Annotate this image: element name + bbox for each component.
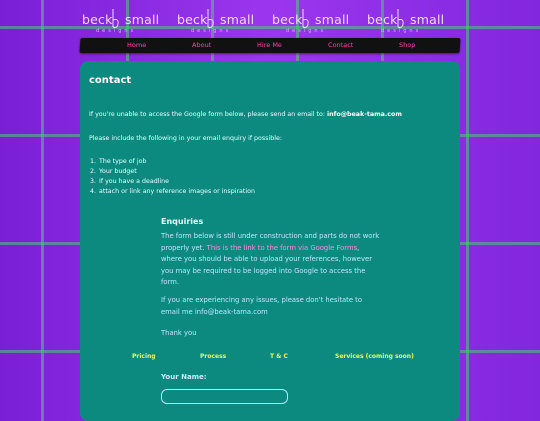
list-item: 4. attach or link any reference images or inspiration	[98, 187, 255, 197]
logo[interactable]	[270, 6, 365, 36]
logo-word-left: beck	[367, 12, 398, 27]
logo-word-right: small	[315, 12, 350, 27]
logo[interactable]	[365, 6, 460, 36]
logo-word-left: beck	[272, 12, 303, 27]
site-banner	[80, 6, 460, 36]
list-item: 3. If you have a deadline	[98, 177, 255, 187]
b-mark-icon	[205, 8, 215, 30]
issues-text: If you are experiencing any issues, please don't hesitate to email me info@beak-tama.com	[161, 296, 362, 316]
list-item: 1. The type of job	[98, 157, 255, 167]
enquiry-checklist	[89, 157, 255, 197]
nav-about[interactable]: About	[192, 41, 212, 49]
link-process[interactable]: Process	[200, 353, 227, 360]
main-nav	[79, 38, 460, 53]
form-notice	[161, 231, 381, 289]
logo-word-left: beck	[82, 12, 113, 27]
nav-contact[interactable]: Contact	[328, 41, 354, 49]
b-mark-icon	[110, 8, 120, 30]
b-mark-icon	[395, 8, 405, 30]
nav-shop[interactable]: Shop	[399, 41, 416, 49]
logo[interactable]	[175, 6, 270, 36]
google-forms-link[interactable]: This is the link to the form via Google Forms	[206, 243, 358, 252]
b-mark-icon	[300, 8, 310, 30]
logo-word-right: small	[410, 12, 445, 27]
logo-subtitle: designs	[381, 28, 422, 34]
thanks-text: Thank you	[161, 329, 197, 337]
nav-hire-me[interactable]: Hire Me	[257, 41, 282, 49]
enquiries-heading: Enquiries	[161, 217, 204, 226]
page-title: contact	[89, 75, 132, 86]
logo-subtitle: designs	[286, 28, 327, 34]
name-input[interactable]	[161, 389, 288, 404]
intro-text	[89, 111, 402, 118]
content-panel	[80, 61, 460, 421]
nav-home[interactable]: Home	[127, 41, 147, 49]
link-services[interactable]: Services (coming soon)	[335, 353, 414, 360]
logo[interactable]	[80, 6, 175, 36]
link-pricing[interactable]: Pricing	[132, 353, 156, 360]
logo-subtitle: designs	[96, 28, 137, 34]
logo-subtitle: designs	[191, 28, 232, 34]
logo-word-right: small	[125, 12, 160, 27]
link-tnc[interactable]: T & C	[270, 353, 288, 360]
name-label: Your Name:	[161, 373, 207, 381]
logo-word-left: beck	[177, 12, 208, 27]
list-item: 2. Your budget	[98, 167, 255, 177]
include-text: Please include the following in your email enquiry if possible:	[89, 135, 282, 142]
intro-prefix: If you're unable to access the Google form below, please send an email to:	[89, 111, 328, 118]
intro-email-link[interactable]: info@beak-tama.com	[327, 111, 402, 118]
logo-word-right: small	[220, 12, 255, 27]
notice-text: The form below is still under construction and parts do not work properly yet.	[161, 232, 380, 252]
notice-text-rest: , where you should be able to upload your references, however you may be required to be logged into Google to access the form.	[161, 243, 372, 286]
